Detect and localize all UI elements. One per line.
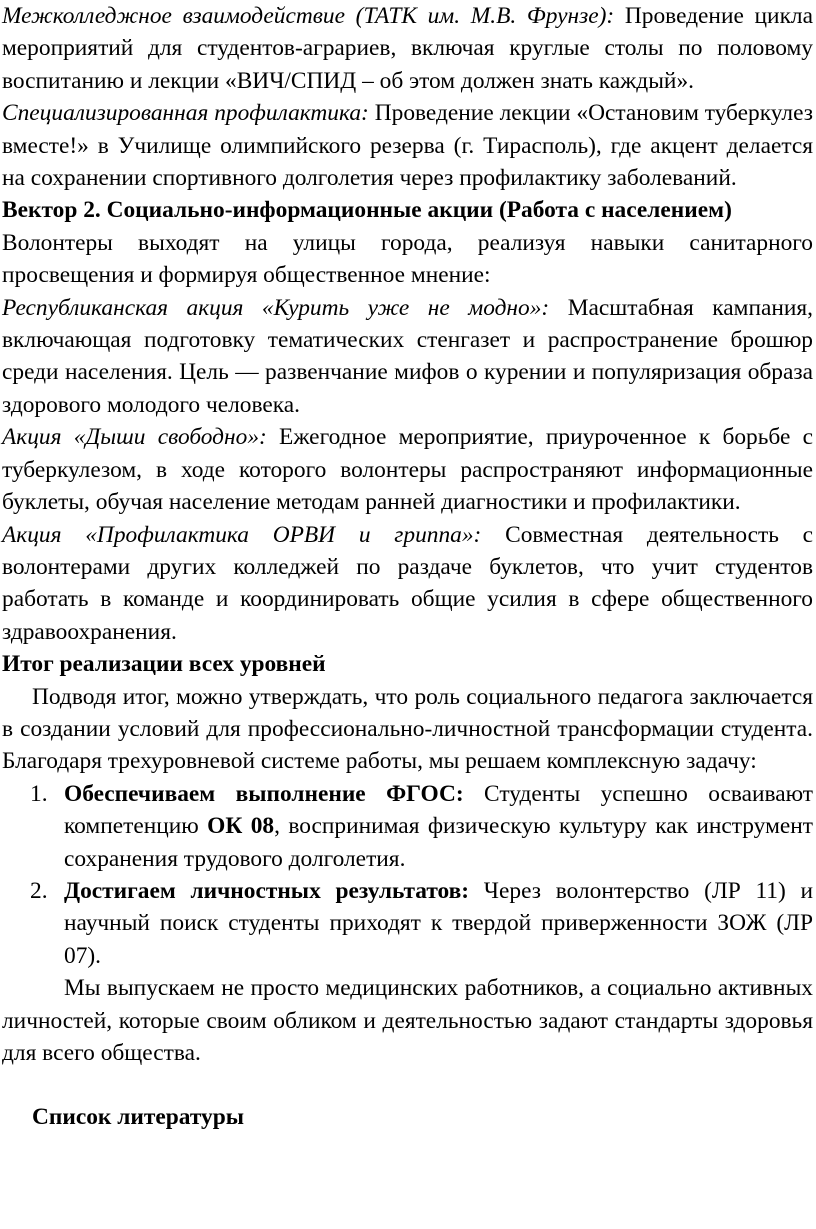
action-paragraph (2, 292, 813, 422)
references-heading: Список литературы (32, 1104, 244, 1131)
specialized-text: Проведение лекции «Остановим туберкулез вместе!» в Училище олимпийского резерва (г. Тирасполь), где акцент делается на сохранении спортивного долголетия через профилактику заболеваний. (2, 100, 813, 192)
intercollege-text: Проведение цикла мероприятий для студентов-аграриев, включая круглые столы по половому воспитанию и лекции «ВИЧ/СПИД – об этом должен знать каждый». (2, 3, 813, 94)
list-number: 1. (30, 780, 48, 807)
specialized-label: Специализированная профилактика: (2, 100, 369, 127)
summary-intro: Подводя итог, можно утверждать, что роль социального педагога заключается в создании условий для профессионально-личностной трансформации студента. Благодаря трехуровневой системе работы, мы решаем комплексную задачу: (2, 683, 813, 775)
intercollege-label: Межколледжное взаимодействие (ТАТК им. М.В. Фрунзе): (2, 3, 615, 29)
action-text: Масштабная кампания, включающая подготовку тематических стенгазет и распространение брошюр среди населения. Цель — развенчание мифов о курении и популяризация образа здорового молодого человека. (2, 294, 813, 418)
list-item-text: Студенты успешно осваивают компетенцию (64, 780, 813, 840)
list-item-text-end: , воспринимая физическую культуру как инструмент сохранения трудового долголетия. (64, 813, 813, 872)
summary-heading: Итог реализации всех уровней (2, 651, 326, 678)
list-item-text: Через волонтерство (ЛР 11) и научный поиск студенты приходят к твердой приверженности ЗОЖ (ЛР 07). (64, 877, 813, 969)
action-text: Ежегодное мероприятие, приуроченное к борьбе с туберкулезом, в ходе которого волонтеры распространяют информационные буклеты, обучая население методам ранней диагностики и профилактики. (2, 424, 814, 516)
paragraph-intercollege (2, 0, 813, 97)
list-number: 2. (30, 877, 48, 904)
vector2-heading: Вектор 2. Социально-информационные акции (Работа с населением) (2, 197, 732, 224)
paragraph-specialized (2, 97, 813, 194)
action-label: Акция «Профилактика ОРВИ и гриппа»: (2, 521, 482, 548)
list-item (2, 778, 813, 875)
action-label: Республиканская акция «Курить уже не модно»: (2, 294, 550, 321)
list-item-bold: Достигаем личностных результатов: (64, 877, 470, 904)
list-item-bold-code: ОК 08 (207, 813, 275, 840)
blank-line (2, 1069, 813, 1101)
action-paragraph (2, 421, 813, 518)
list-item-bold: Обеспечиваем выполнение ФГОС: (64, 780, 464, 807)
action-label: Акция «Дыши свободно»: (2, 424, 267, 451)
summary-closing: Мы выпускаем не просто медицинских работников, а социально активных личностей, которые своим обликом и деятельностью задают стандарты здоровья для всего общества. (2, 975, 813, 1066)
action-text: Совместная деятельность с волонтерами других колледжей по раздаче буклетов, что учит студентов работать в команде и координировать общие усилия в сфере общественного здравоохранения. (2, 521, 813, 645)
action-paragraph (2, 519, 813, 649)
list-item (2, 875, 813, 972)
vector2-intro: Волонтеры выходят на улицы города, реализуя навыки санитарного просвещения и формируя общественное мнение: (2, 229, 813, 289)
